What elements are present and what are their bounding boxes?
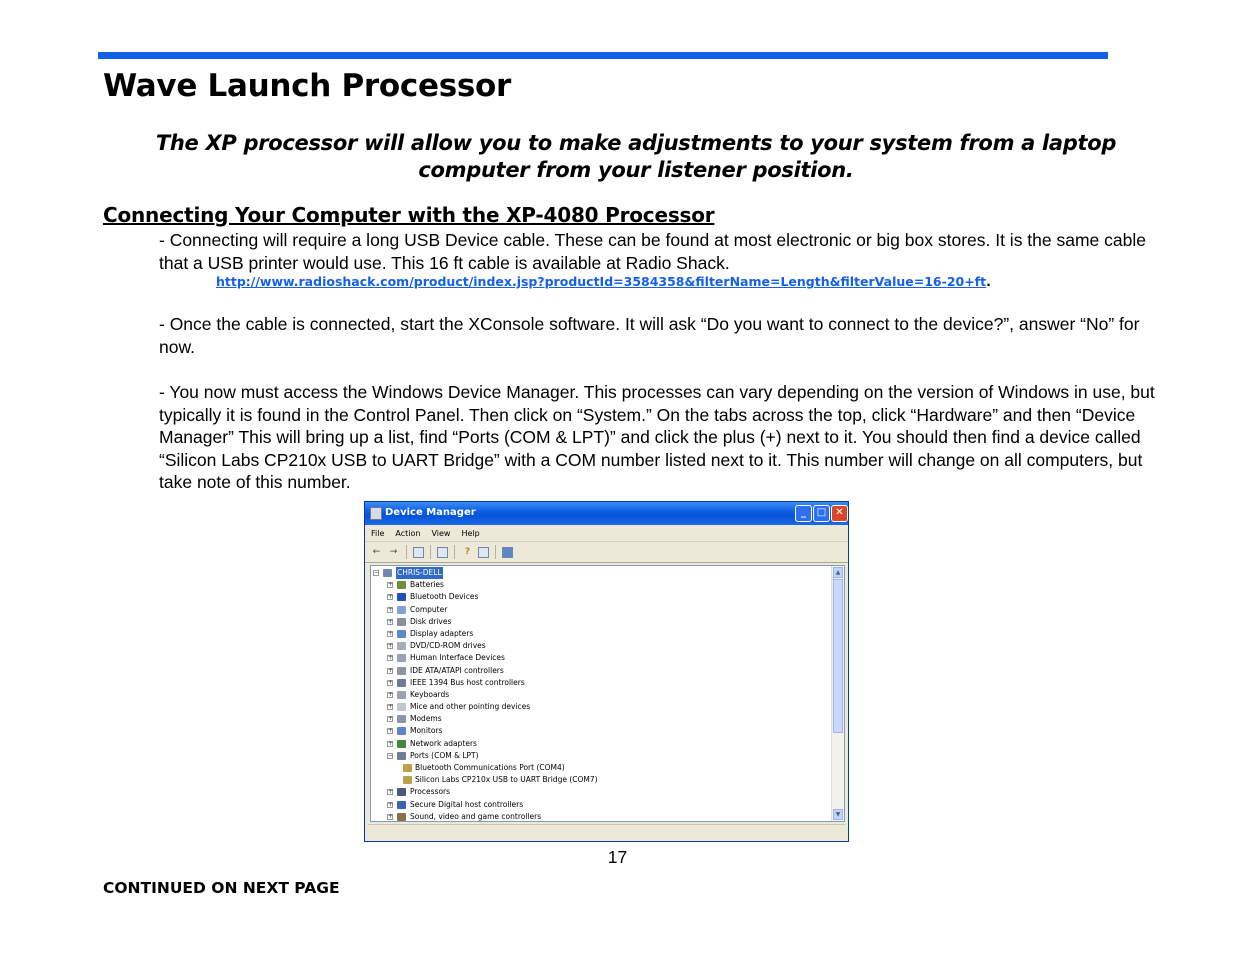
expand-icon[interactable]: + [388,788,394,796]
expand-icon[interactable]: + [388,739,394,747]
expand-icon[interactable]: + [388,654,394,662]
tree-item-label: Disk drives [410,616,452,626]
scroll-up-icon[interactable]: ▲ [833,567,843,578]
page-title: Wave Launch Processor [103,68,511,104]
expand-icon[interactable]: + [388,593,394,601]
expand-icon[interactable]: + [388,629,394,637]
tree-item-label: Display adapters [410,628,474,638]
keyboard-icon [397,691,406,699]
properties-icon[interactable] [413,547,424,558]
header-rule [98,52,1108,59]
sd-controller-icon [397,801,406,809]
network-adapter-icon [397,740,406,748]
paragraph-usb-cable: - Connecting will require a long USB Device cable. These can be found at most electronic or big box stores. It is the same cable that a USB printer would use. This 16 ft cable is available at Radio Shack. [159,230,1146,273]
collapse-icon[interactable]: − [374,569,380,576]
section-heading: Connecting Your Computer with the XP-4080 Processor [103,203,715,227]
toolbar-separator [406,545,407,559]
forward-arrow-icon[interactable]: → [389,547,398,557]
tree-item-label: Mice and other pointing devices [410,702,531,712]
expand-icon[interactable]: + [388,703,394,711]
expand-icon[interactable]: + [388,678,394,686]
expand-icon[interactable]: + [388,666,394,674]
device-tree-panel [370,565,845,822]
status-bar [368,824,845,839]
expand-icon[interactable]: + [388,690,394,698]
expand-icon[interactable]: + [388,617,394,625]
tree-item-label: Processors [410,787,451,797]
tree-item-label: Ports (COM & LPT) [410,750,479,760]
tree-item-label: Monitors [410,726,443,736]
expand-icon[interactable]: + [388,605,394,613]
toolbar [365,542,848,563]
expand-icon[interactable]: + [388,642,394,650]
collapse-icon[interactable]: − [388,751,394,759]
scan-hardware-icon[interactable] [502,547,513,558]
mouse-icon [397,703,406,711]
computer-icon [397,606,406,614]
radioshack-link-line [216,274,991,289]
expand-icon[interactable]: + [388,581,394,589]
device-manager-screenshot [364,501,849,842]
tree-item-label: Modems [410,714,442,724]
tree-item-label: Sound, video and game controllers [410,811,542,821]
tree-item-label: Keyboards [410,689,450,699]
menu-bar [365,525,848,542]
menu-view[interactable]: View [431,528,451,538]
menu-help[interactable]: Help [461,528,480,538]
hid-icon [397,654,406,662]
expand-icon[interactable]: + [388,727,394,735]
link-suffix: . [986,274,991,289]
view-icon[interactable] [478,547,489,558]
window-titlebar [365,502,848,525]
radioshack-link[interactable]: http://www.radioshack.com/product/index.jsp?productId=3584358&filterName=Length&filterValue=16-20+ft [216,274,987,289]
paragraph-xconsole: - Once the cable is connected, start the XConsole software. It will ask “Do you want to connect to the device?”, answer “No” for now. [159,314,1140,357]
tree-item-label: Silicon Labs CP210x USB to UART Bridge (COM7) [415,775,598,785]
toolbar-separator [430,545,431,559]
toolbar-separator [495,545,496,559]
tree-item-label: Human Interface Devices [410,653,505,663]
bluetooth-icon [397,593,406,601]
print-icon[interactable] [437,547,448,558]
tree-item-label: IEEE 1394 Bus host controllers [410,677,525,687]
menu-file[interactable]: File [371,528,385,538]
battery-icon [397,581,406,589]
vertical-scrollbar[interactable] [831,566,844,821]
minimize-button[interactable]: _ [795,505,812,522]
port-device-icon [403,776,412,784]
sound-icon [397,813,406,821]
tree-item-label: Batteries [410,580,444,590]
expand-icon[interactable]: + [388,812,394,820]
tree-item-label: Network adapters [410,738,477,748]
computer-icon [383,569,392,577]
ide-controller-icon [397,667,406,675]
help-icon[interactable]: ? [464,547,471,557]
tree-item-label: Bluetooth Communications Port (COM4) [415,763,565,772]
tree-item-label: Bluetooth Devices [410,592,479,602]
maximize-button[interactable]: □ [813,505,830,522]
window-title: Device Manager [385,507,476,518]
continued-note: CONTINUED ON NEXT PAGE [103,879,340,897]
port-icon [397,752,406,760]
monitor-icon [397,727,406,735]
tree-item-label: Secure Digital host controllers [410,799,524,809]
scroll-down-icon[interactable]: ▼ [833,809,843,820]
page-number: 17 [607,847,628,867]
expand-icon[interactable]: + [388,715,394,723]
toolbar-separator [454,545,455,559]
disk-drive-icon [397,618,406,626]
close-button[interactable]: ✕ [831,505,848,522]
back-arrow-icon[interactable]: ← [372,547,381,557]
tree-item-label: IDE ATA/ATAPI controllers [410,665,504,675]
ieee1394-icon [397,679,406,687]
tree-item-label: Computer [410,604,448,614]
processor-icon [397,788,406,796]
paragraph-device-manager: - You now must access the Windows Device Manager. This processes can vary depending on the version of Windows in use, but typically it is found in the Control Panel. Then click on “System.” On the tabs across the top, click “Hardware” and then “Device Manager” This will bring up a list, find “Ports (COM & LPT)” and click the plus (+) next to it. You should then find a device called “Silicon Labs CP210x USB to UART Bridge” with a COM number listed next to it. This number will change on all computers, but take note of this number. [159,382,1155,493]
menu-action[interactable]: Action [395,528,421,538]
cd-drive-icon [397,642,406,650]
modem-icon [397,715,406,723]
expand-icon[interactable]: + [388,800,394,808]
page-subtitle: The XP processor will allow you to make adjustments to your system from a laptop computer from your listener position. [155,131,1117,182]
tree-item-label: DVD/CD-ROM drives [410,641,486,651]
port-device-icon [403,764,412,772]
display-adapter-icon [397,630,406,638]
device-manager-icon [370,507,382,520]
tree-item-label: CHRIS-DELL [396,567,443,579]
scroll-thumb[interactable] [833,579,843,733]
